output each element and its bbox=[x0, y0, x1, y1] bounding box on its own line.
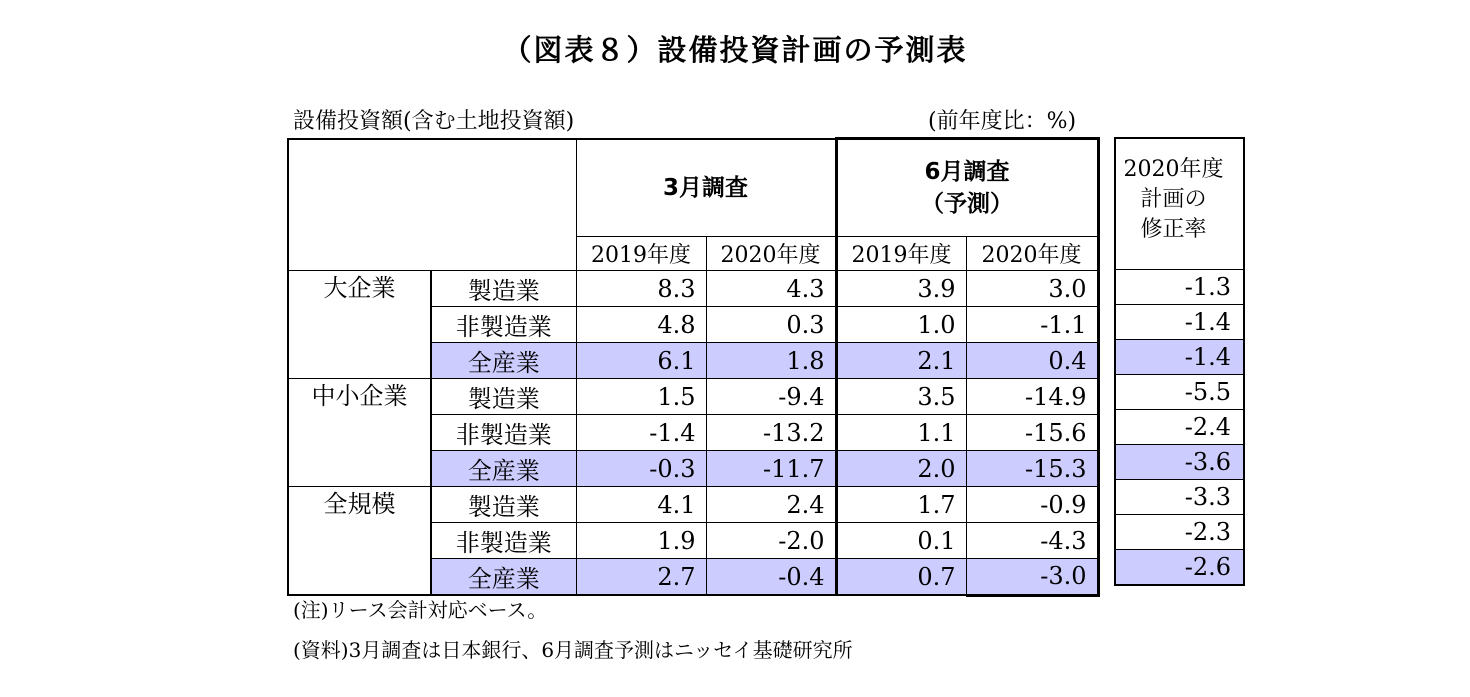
june-fy2020-value: -1.1 bbox=[966, 307, 1098, 343]
march-fy2019-value: 1.5 bbox=[576, 379, 706, 415]
revision-header-line3: 修正率 bbox=[1140, 217, 1207, 242]
march-fy2020-value: 0.3 bbox=[706, 307, 836, 343]
march-fy2020-value: -2.0 bbox=[706, 523, 836, 559]
march-fy2019-value: 4.1 bbox=[576, 487, 706, 523]
revision-value: -1.4 bbox=[1115, 305, 1244, 340]
june-fy2020-value: 0.4 bbox=[966, 343, 1098, 379]
june-survey-label: 6月調査 bbox=[924, 159, 1010, 185]
march-fy2019-value: 2.7 bbox=[576, 559, 706, 596]
revision-row bbox=[1115, 410, 1244, 445]
march-fy2019-value: 4.8 bbox=[576, 307, 706, 343]
march-fy2020-value: -9.4 bbox=[706, 379, 836, 415]
june-fy2019-header: 2019年度 bbox=[836, 237, 966, 271]
june-fy2020-value: -3.0 bbox=[966, 559, 1098, 596]
capex-table bbox=[287, 137, 1100, 597]
june-fy2020-value: -14.9 bbox=[966, 379, 1098, 415]
june-fy2019-value: 0.7 bbox=[836, 559, 966, 596]
revision-row bbox=[1115, 550, 1244, 586]
revision-row bbox=[1115, 305, 1244, 340]
march-fy2019-value: 6.1 bbox=[576, 343, 706, 379]
revision-header bbox=[1115, 138, 1244, 270]
industry-label: 製造業 bbox=[431, 379, 576, 415]
june-fy2020-value: -0.9 bbox=[966, 487, 1098, 523]
revision-value: -5.5 bbox=[1115, 375, 1244, 410]
table-subtitle: 設備投資額(含む土地投資額) bbox=[293, 109, 575, 134]
march-fy2019-value: -1.4 bbox=[576, 415, 706, 451]
june-fy2019-value: 3.9 bbox=[836, 271, 966, 307]
revision-table bbox=[1114, 137, 1245, 586]
march-fy2020-value: 1.8 bbox=[706, 343, 836, 379]
june-fy2019-value: 2.1 bbox=[836, 343, 966, 379]
march-fy2020-header: 2020年度 bbox=[706, 237, 836, 271]
march-fy2020-value: -0.4 bbox=[706, 559, 836, 596]
june-fy2019-value: 3.5 bbox=[836, 379, 966, 415]
march-fy2020-value: -11.7 bbox=[706, 451, 836, 487]
page-title: （図表８）設備投資計画の予測表 bbox=[502, 33, 968, 67]
source-note: (資料)3月調査は日本銀行、6月調査予測はニッセイ基礎研究所 bbox=[293, 638, 853, 662]
revision-row bbox=[1115, 480, 1244, 515]
company-size-label: 中小企業 bbox=[288, 379, 431, 487]
march-fy2019-value: -0.3 bbox=[576, 451, 706, 487]
unit-label: (前年度比：%) bbox=[928, 109, 1077, 134]
footnote: (注)リース会計対応ベース。 bbox=[293, 598, 548, 622]
june-fy2019-value: 0.1 bbox=[836, 523, 966, 559]
revision-value: -2.4 bbox=[1115, 410, 1244, 445]
march-fy2019-header: 2019年度 bbox=[576, 237, 706, 271]
march-survey-header: 3月調査 bbox=[576, 139, 836, 237]
june-fy2020-value: -15.3 bbox=[966, 451, 1098, 487]
company-size-label: 全規模 bbox=[288, 487, 431, 596]
table-row bbox=[288, 379, 1098, 415]
june-fy2019-value: 2.0 bbox=[836, 451, 966, 487]
march-fy2019-value: 1.9 bbox=[576, 523, 706, 559]
industry-label: 全産業 bbox=[431, 343, 576, 379]
june-fy2020-value: -15.6 bbox=[966, 415, 1098, 451]
industry-label: 非製造業 bbox=[431, 415, 576, 451]
june-fy2020-value: -4.3 bbox=[966, 523, 1098, 559]
june-fy2020-value: 3.0 bbox=[966, 271, 1098, 307]
revision-header-line2: 計画の bbox=[1140, 187, 1207, 212]
revision-value: -1.4 bbox=[1115, 340, 1244, 375]
june-fy2019-value: 1.1 bbox=[836, 415, 966, 451]
table-row bbox=[288, 271, 1098, 307]
revision-row bbox=[1115, 375, 1244, 410]
revision-value: -2.3 bbox=[1115, 515, 1244, 550]
june-fy2020-header: 2020年度 bbox=[966, 237, 1098, 271]
revision-row bbox=[1115, 515, 1244, 550]
revision-row bbox=[1115, 340, 1244, 375]
june-fy2019-value: 1.7 bbox=[836, 487, 966, 523]
corner-cell bbox=[288, 139, 576, 271]
industry-label: 全産業 bbox=[431, 451, 576, 487]
revision-value: -2.6 bbox=[1115, 550, 1244, 586]
revision-value: -3.6 bbox=[1115, 445, 1244, 480]
revision-row bbox=[1115, 445, 1244, 480]
revision-value: -3.3 bbox=[1115, 480, 1244, 515]
june-fy2019-value: 1.0 bbox=[836, 307, 966, 343]
table-row bbox=[288, 487, 1098, 523]
march-fy2020-value: 4.3 bbox=[706, 271, 836, 307]
march-fy2020-value: -13.2 bbox=[706, 415, 836, 451]
revision-header-line1: 2020年度 bbox=[1123, 157, 1224, 182]
june-survey-header bbox=[836, 139, 1098, 237]
march-fy2019-value: 8.3 bbox=[576, 271, 706, 307]
forecast-label: （予測） bbox=[921, 191, 1013, 217]
revision-row bbox=[1115, 270, 1244, 305]
revision-value: -1.3 bbox=[1115, 270, 1244, 305]
industry-label: 非製造業 bbox=[431, 523, 576, 559]
industry-label: 製造業 bbox=[431, 271, 576, 307]
march-fy2020-value: 2.4 bbox=[706, 487, 836, 523]
company-size-label: 大企業 bbox=[288, 271, 431, 379]
industry-label: 製造業 bbox=[431, 487, 576, 523]
industry-label: 全産業 bbox=[431, 559, 576, 596]
industry-label: 非製造業 bbox=[431, 307, 576, 343]
